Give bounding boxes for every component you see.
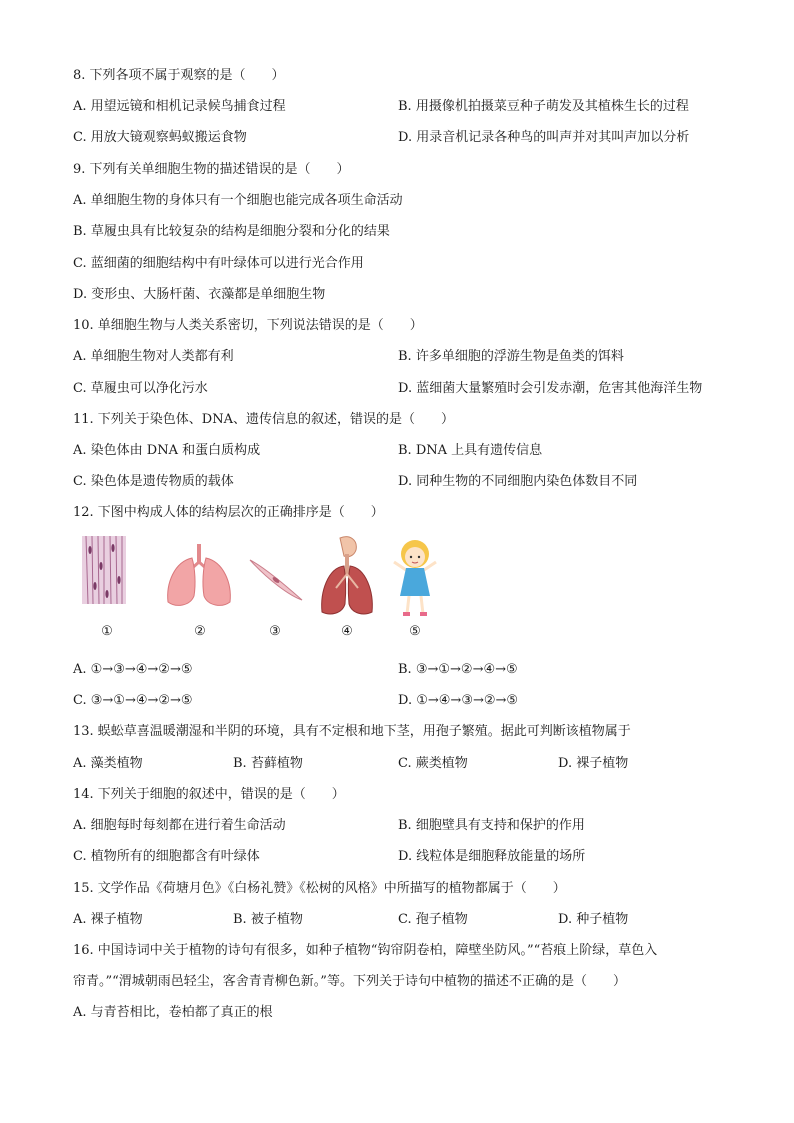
q15-option-a: A. 裸子植物 xyxy=(73,912,143,927)
respiratory-system-image xyxy=(318,536,376,622)
q9-option-a: A. 单细胞生物的身体只有一个细胞也能完成各项生命活动 xyxy=(73,193,403,208)
q16-stem-line2: 帘青。”“渭城朝雨邑轻尘，客舍青青柳色新。”等。下列关于诗句中植物的描述不正确的是（ ） xyxy=(73,974,626,989)
tissue-image xyxy=(82,536,126,608)
q8-option-b: B. 用摄像机拍摄菜豆种子萌发及其植株生长的过程 xyxy=(398,99,689,114)
q14-option-a: A. 细胞每时每刻都在进行着生命活动 xyxy=(73,818,286,833)
q13-option-d: D. 裸子植物 xyxy=(558,756,629,771)
q14-option-d: D. 线粒体是细胞释放能量的场所 xyxy=(398,849,586,864)
q11-option-b: B. DNA 上具有遗传信息 xyxy=(398,443,543,458)
q8-option-a: A. 用望远镜和相机记录候鸟捕食过程 xyxy=(73,99,286,114)
q8-option-c: C. 用放大镜观察蚂蚁搬运食物 xyxy=(73,130,247,145)
q11-option-d: D. 同种生物的不同细胞内染色体数目不同 xyxy=(398,474,638,489)
human-body-image xyxy=(390,536,440,624)
q11-stem: 11. 下列关于染色体、DNA、遗传信息的叙述，错误的是（ ） xyxy=(73,412,454,427)
q10-option-a: A. 单细胞生物对人类都有利 xyxy=(73,349,234,364)
q15-option-d: D. 种子植物 xyxy=(558,912,629,927)
lungs-image xyxy=(164,544,234,614)
q9-option-d: D. 变形虫、大肠杆菌、衣藻都是单细胞生物 xyxy=(73,287,326,302)
q13-option-a: A. 藻类植物 xyxy=(73,756,143,771)
figure-label-2: ② xyxy=(194,624,206,639)
q9-option-b: B. 草履虫具有比较复杂的结构是细胞分裂和分化的结果 xyxy=(73,224,390,239)
q12-option-d: D. ①→④→③→②→⑤ xyxy=(398,693,519,708)
q8-option-d: D. 用录音机记录各种鸟的叫声并对其叫声加以分析 xyxy=(398,130,690,145)
q13-option-b: B. 苔藓植物 xyxy=(233,756,303,771)
q10-option-c: C. 草履虫可以净化污水 xyxy=(73,381,208,396)
q14-option-c: C. 植物所有的细胞都含有叶绿体 xyxy=(73,849,260,864)
q16-option-a: A. 与青苔相比，卷柏都了真正的根 xyxy=(73,1005,273,1020)
muscle-cell-image xyxy=(248,556,304,608)
q9-option-c: C. 蓝细菌的细胞结构中有叶绿体可以进行光合作用 xyxy=(73,256,364,271)
q13-option-c: C. 蕨类植物 xyxy=(398,756,468,771)
structure-levels-figure xyxy=(80,536,460,646)
q12-option-a: A. ①→③→④→②→⑤ xyxy=(73,662,193,677)
q15-stem: 15. 文学作品《荷塘月色》《白杨礼赞》《松树的风格》中所描写的植物都属于（ ） xyxy=(73,881,566,896)
q9-stem: 9. 下列有关单细胞生物的描述错误的是（ ） xyxy=(73,162,350,177)
q14-stem: 14. 下列关于细胞的叙述中，错误的是（ ） xyxy=(73,787,345,802)
q12-option-b: B. ③→①→②→④→⑤ xyxy=(398,662,518,677)
q12-option-c: C. ③→①→④→②→⑤ xyxy=(73,693,193,708)
q10-stem: 10. 单细胞生物与人类关系密切，下列说法错误的是（ ） xyxy=(73,318,423,333)
q11-option-a: A. 染色体由 DNA 和蛋白质构成 xyxy=(73,443,261,458)
q13-stem: 13. 蜈蚣草喜温暖潮湿和半阴的环境，具有不定根和地下茎，用孢子繁殖。据此可判断该植物属于 xyxy=(73,724,631,739)
q10-option-b: B. 许多单细胞的浮游生物是鱼类的饵料 xyxy=(398,349,624,364)
q10-option-d: D. 蓝细菌大量繁殖时会引发赤潮，危害其他海洋生物 xyxy=(398,381,703,396)
q15-option-b: B. 被子植物 xyxy=(233,912,303,927)
figure-label-5: ⑤ xyxy=(409,624,421,639)
q16-stem-line1: 16. 中国诗词中关于植物的诗句有很多，如种子植物“钩帘阴卷柏，障壁坐防风。”“苔痕上阶绿，草色入 xyxy=(73,943,658,958)
figure-label-1: ① xyxy=(101,624,113,639)
figure-label-4: ④ xyxy=(341,624,353,639)
figure-label-3: ③ xyxy=(269,624,281,639)
q8-stem: 8. 下列各项不属于观察的是（ ） xyxy=(73,68,285,83)
q14-option-b: B. 细胞壁具有支持和保护的作用 xyxy=(398,818,585,833)
q12-stem: 12. 下图中构成人体的结构层次的正确排序是（ ） xyxy=(73,505,384,520)
q11-option-c: C. 染色体是遗传物质的载体 xyxy=(73,474,234,489)
q15-option-c: C. 孢子植物 xyxy=(398,912,468,927)
